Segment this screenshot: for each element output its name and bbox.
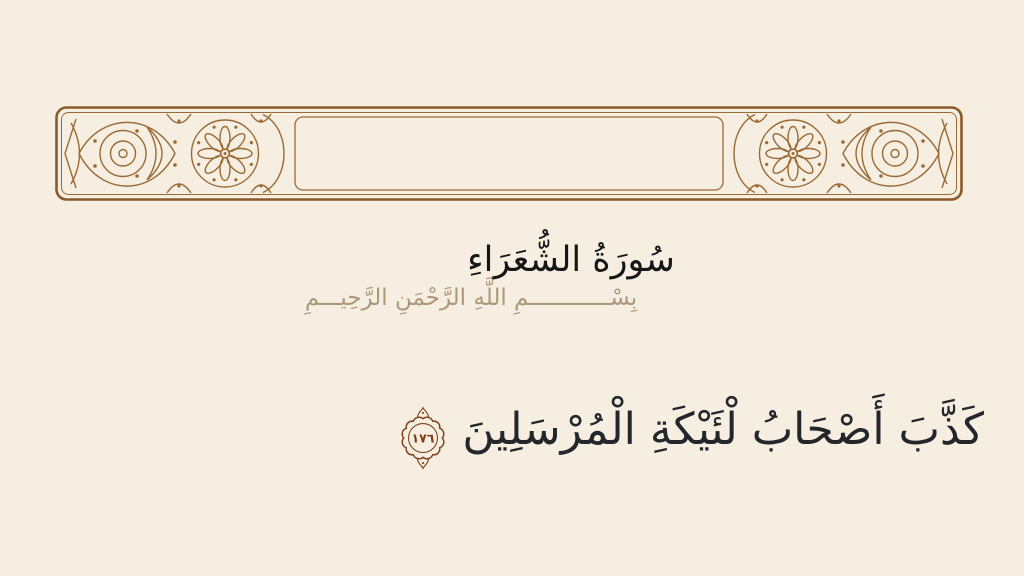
verse-number-medallion xyxy=(396,406,450,470)
ornament-left xyxy=(65,114,284,193)
ornament-right xyxy=(734,114,953,193)
verse-number: ١٧٦ xyxy=(411,430,435,446)
surah-header-frame xyxy=(55,106,963,280)
verse-text: كَذَّبَ أَصْحَابُ لْئَيْكَةِ الْمُرْسَلِينَ xyxy=(462,404,984,455)
surah-title: سُورَةُ الشُّعَرَاءِ xyxy=(467,239,675,280)
bismillah-text: بِسْــــــــــــمِ اللَّهِ الرَّحْمَنِ الرَّحِيـــمِ xyxy=(304,285,638,311)
verse-line xyxy=(396,385,984,475)
ornamental-border-icon xyxy=(55,106,963,201)
